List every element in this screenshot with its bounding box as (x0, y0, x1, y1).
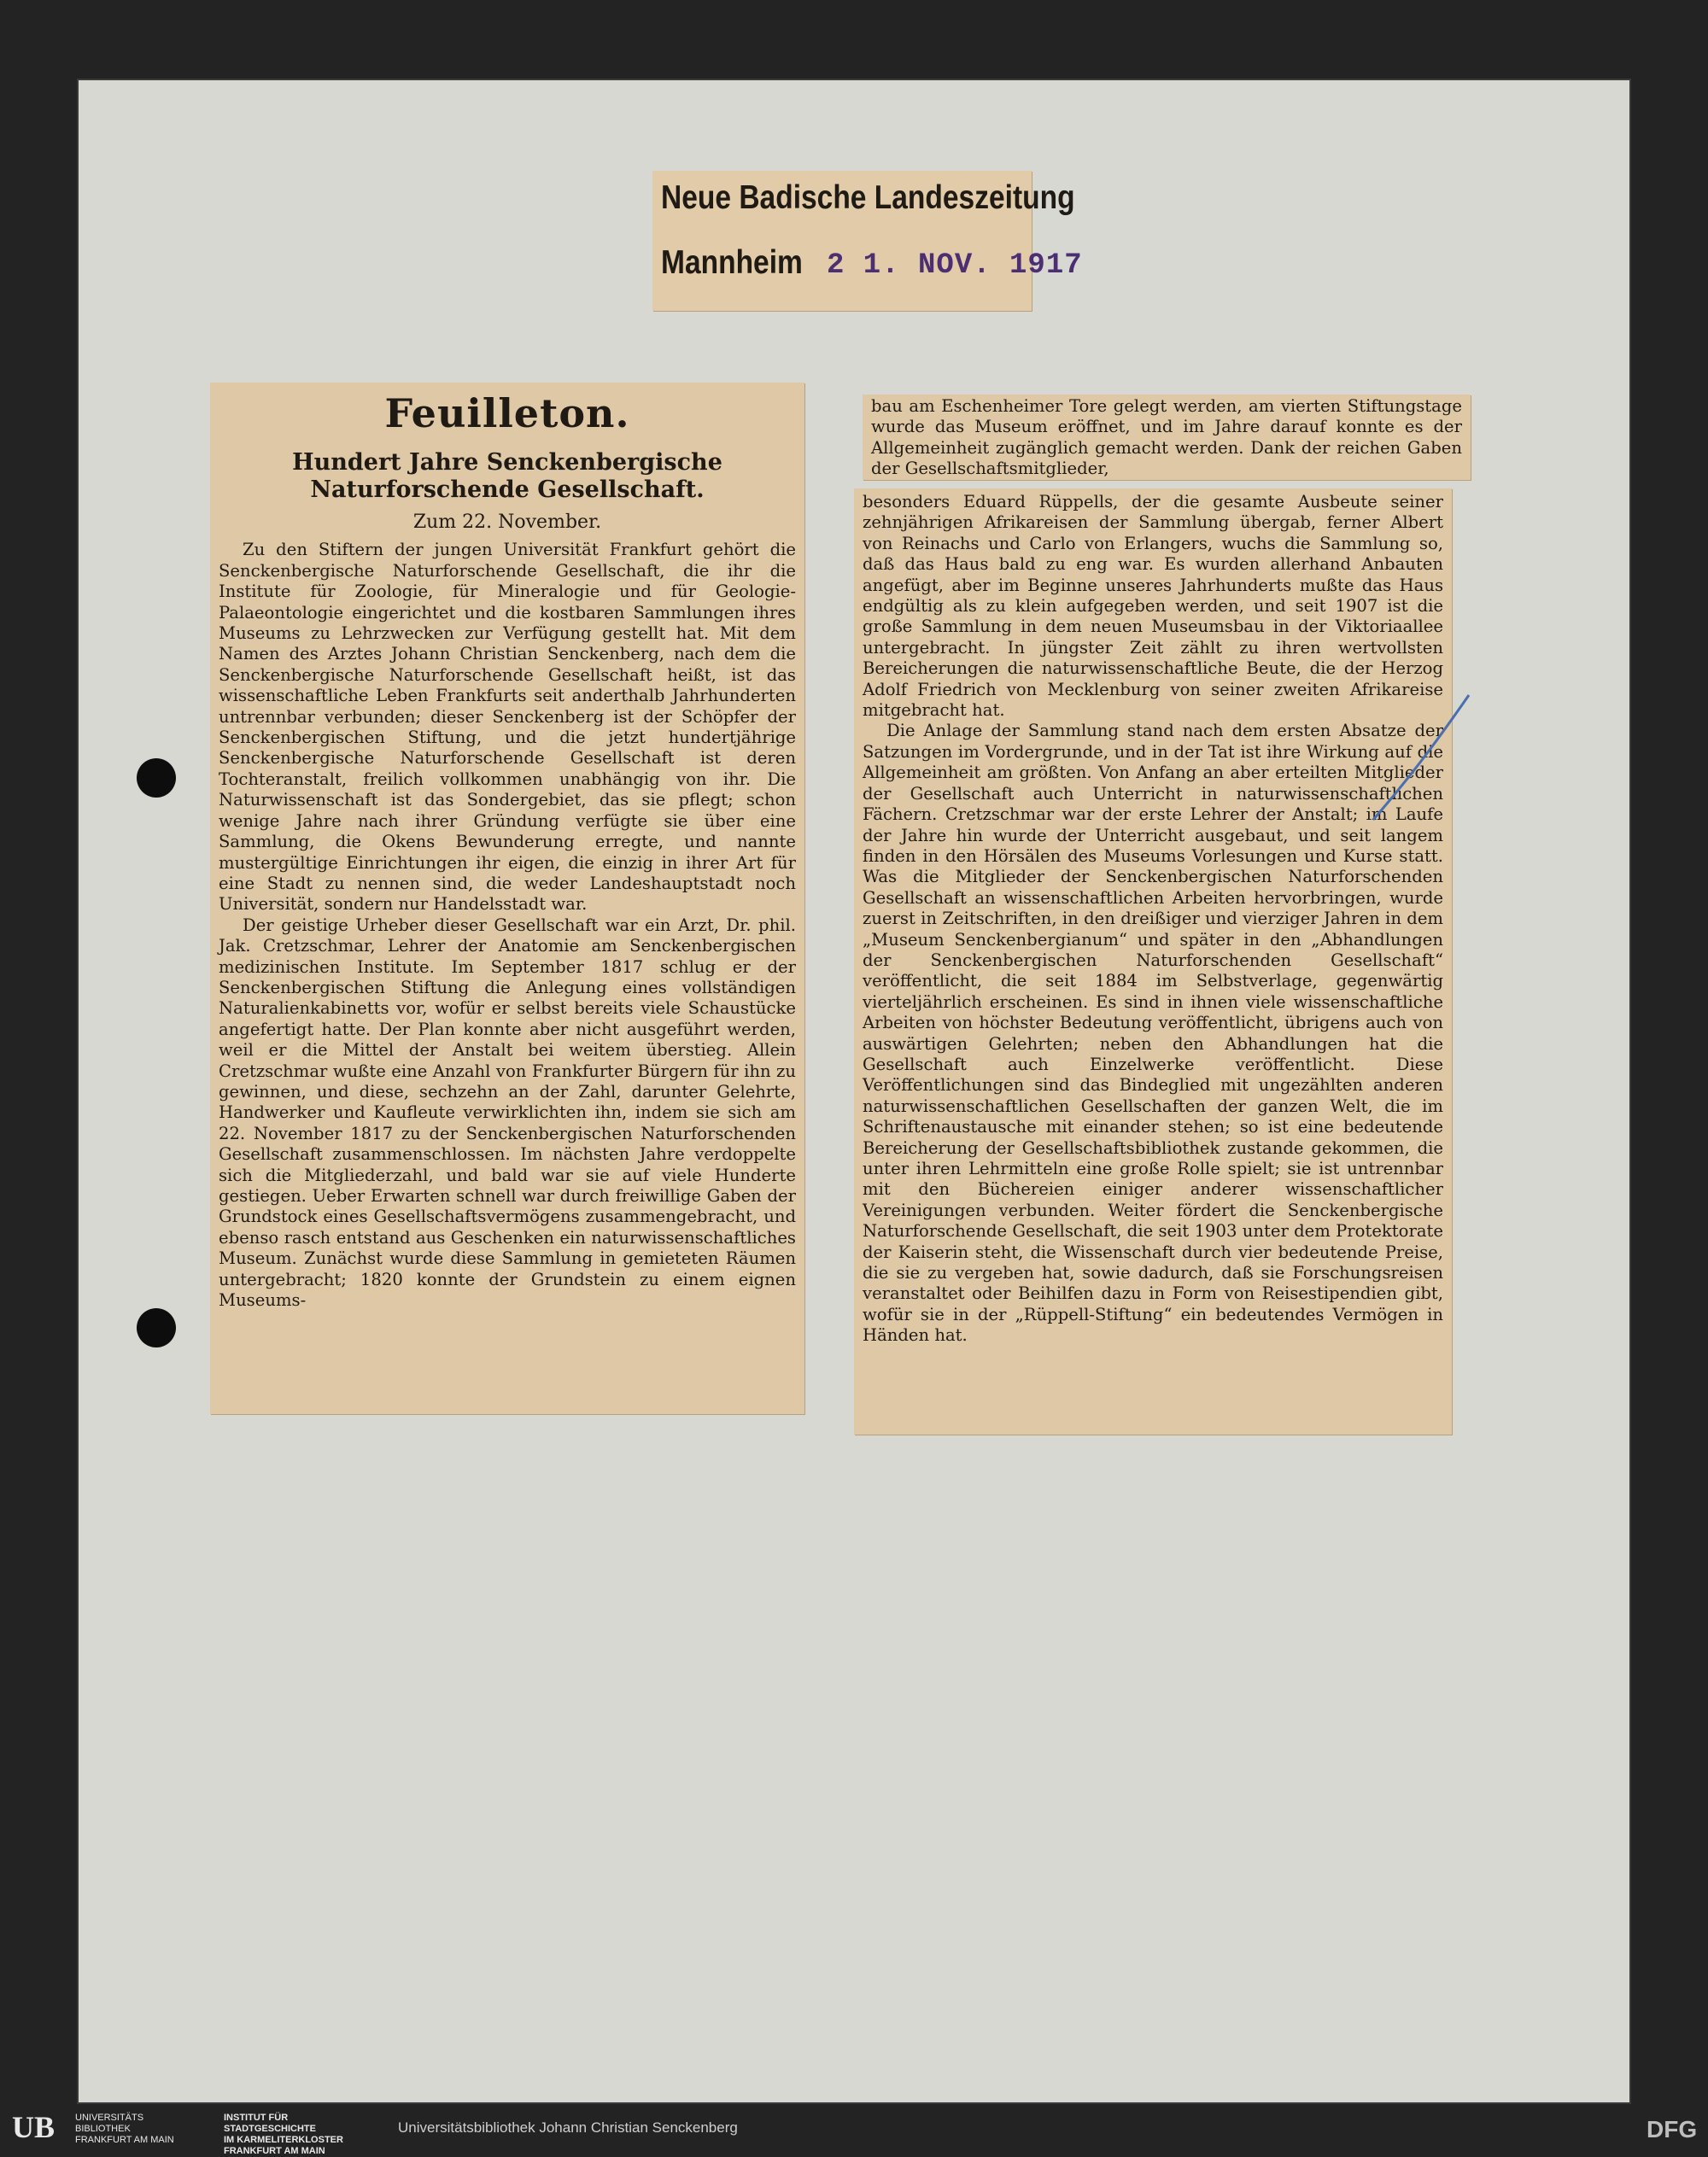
footer-bar (0, 2104, 1708, 2155)
library-name: Universitätsbibliothek Johann Christian Senckenberg (398, 2119, 738, 2136)
punch-hole-bottom (137, 1308, 176, 1347)
paragraph: Zu den Stiftern der jungen Universität Frankfurt gehört die Senckenbergische Naturforschende Gesellschaft, die ihr die Institute für Zoologie, für Mineralogie und für Geologie-Palaeontologie eingerichtet und die kostbaren Sammlungen ihres Museums zu Lehrzwecken zur Verfügung gestellt hat. Mit dem Namen des Arztes Johann Christian Senckenberg, nach dem die Senckenbergische Naturforschende Gesellschaft heißt, ist das wissenschaftliche Leben Frankfurts seit anderthalb Jahrhunderten untrennbar verbunden; dieser Senckenberg ist der Schöpfer der Senckenbergischen Stiftung, und die jetzt hundertjährige Senckenbergische Naturforschende Gesellschaft ist deren Tochteranstalt, freilich vollkommen unabhängig von ihr. Die Naturwissenschaft ist das Sondergebiet, das sie pflegt; schon wenige Jahre nach ihrer Gründung verfügte sie über eine Sammlung, die Okens Bewunderung erregte, und nannte mustergültige Einrichtungen ihr eigen, die einzig in ihrer Art für eine Stadt zu nennen sind, die weder Landeshauptstadt noch Universität, sondern nur Handelsstadt war. (219, 540, 796, 915)
ub-logo-text (75, 2113, 174, 2146)
dfg-logo: DFG (1647, 2116, 1698, 2142)
pencil-mark-icon (1366, 692, 1477, 828)
publication-city: Mannheim (661, 244, 803, 281)
date-stamp: 2 1. NOV. 1917 (827, 249, 1083, 282)
paragraph: Die Anlage der Sammlung stand nach dem ersten Absatze der Satzungen im Vordergrunde, und in der Tat ist ihre Wirkung auf die Allgemeinheit am größten. Von Anfang an aber erteilten Mitglieder der Gesellschaft auch Unterricht in naturwissenschaftlichen Fächern. Cretzschmar war der erste Lehrer der Anstalt; im Laufe der Jahre hin wurde der Unterricht ausgebaut, und seit langem finden in den Hörsälen des Museums Vorlesungen und Kurse statt. Was die Mitglieder der Senckenbergischen Naturforschenden Gesellschaft an wissenschaftlichen Arbeiten hervorbringen, wurde zuerst in Zeitschriften, in den dreißiger und vierziger Jahren in dem „Museum Senckenbergianum“ und später in den „Abhandlungen der Senckenbergischen Naturforschenden Gesellschaft“ veröffentlicht, die seit 1884 im Selbstverlage, gegenwärtig vierteljährlich erscheinen. Es sind in ihnen viele wissenschaftliche Arbeiten von höchster Bedeutung veröffentlicht, übrigens auch von auswärtigen Gelehrten; neben den Abhandlungen hat die Gesellschaft auch Einzelwerke veröffentlicht. Diese Veröffentlichungen sind das Bindeglied mit ungezählten anderen naturwissenschaftlichen Gesellschaften der ganzen Welt, die im Schriftenaustausche mit einander stehen; so ist eine bedeutende Bereicherung der Gesellschaftsbibliothek zustande gekommen, die unter ihren Lehrmitteln eine große Rolle spielt; sie ist untrennbar mit den Büchereien einiger anderer wissenschaftlicher Vereinigungen verbunden. Weiter fördert die Senckenbergische Naturforschende Gesellschaft, die seit 1903 unter dem Protektorate der Kaiserin steht, die Wissenschaft durch vier bedeutende Preise, die sie zu vergeben hat, sowie dadurch, daß sie Forschungsreisen veranstaltet oder Beihilfen dazu in Form von Reisestipendien gibt, wofür sie in der „Rüppell-Stiftung“ ein bedeutendes Vermögen in Händen hat. (863, 721, 1443, 1346)
ub-text-line: FRANKFURT AM MAIN (75, 2135, 174, 2145)
article-dateline: Zum 22. November. (412, 511, 602, 533)
punch-hole-top (137, 758, 176, 798)
ub-text-line: BIBLIOTHEK (75, 2124, 131, 2134)
article-clipping-right-main (854, 488, 1452, 1435)
publication-name: Neue Badische Landeszeitung (661, 179, 1075, 216)
paragraph: Der geistige Urheber dieser Gesellschaft war ein Arzt, Dr. phil. Jak. Cretzschmar, Lehrer der Anatomie am Senckenbergischen medizinischen Institute. Im September 1817 schlug er der Senckenbergischen Stiftung die Anlegung eines vollständigen Naturalienkabinetts vor, wofür er selbst bereits viele Schaustücke angefertigt hatte. Der Plan konnte aber nicht ausgeführt werden, weil er die Mittel der Anstalt bei weitem überstieg. Allein Cretzschmar wußte eine Anzahl von Frankfurter Bürgern für ihn zu gewinnen, und diese, sechzehn an der Zahl, darunter Gelehrte, Handwerker und Kaufleute verwirklichten ihn, indem sie sich am 22. November 1817 zu der Senckenbergischen Naturforschenden Gesellschaft zusammenschlossen. Im nächsten Jahre verdoppelte sich die Mitgliederzahl, und bald war sie auf viele Hunderte gestiegen. Ueber Erwarten schnell war durch freiwillige Gaben der Grundstock eines Gesellschaftsvermögens zusammengebracht, und ebenso rasch entstand aus Geschenken ein naturwissenschaftliches Museum. Zunächst wurde diese Sammlung in gemieteten Räumen untergebracht; 1820 konnte der Grundstein zu einem eignen Museums- (219, 915, 796, 1311)
masthead-clipping (652, 171, 1083, 311)
inst-text-line: STADTGESCHICHTE (224, 2124, 316, 2134)
inst-text-line: INSTITUT FÜR (224, 2113, 289, 2123)
article-clipping-right-top (863, 395, 1471, 480)
ub-text-line: UNIVERSITÄTS (75, 2113, 144, 2123)
inst-text-line: FRANKFURT AM MAIN (224, 2146, 325, 2156)
article-clipping-left (210, 383, 804, 1414)
paragraph: bau am Eschenheimer Tore gelegt werden, am vierten Stiftungstage wurde das Museum eröffnet, und im Jahre darauf konnte es der Allgemeinheit zugänglich gemacht werden. Dank der reichen Gaben der Gesellschaftsmitglieder, (871, 396, 1462, 479)
article-title: Hundert Jahre Senckenbergische Naturforschende Gesellschaft. (292, 449, 722, 503)
ub-logo: UB (12, 2110, 56, 2144)
institute-logo-text (224, 2113, 343, 2157)
inst-text-line: IM KARMELITERKLOSTER (224, 2135, 343, 2145)
section-heading: Feuilleton. (384, 390, 630, 436)
paragraph: besonders Eduard Rüppells, der die gesamte Ausbeute seiner zehnjährigen Afrikareisen der Sammlung übergab, ferner Albert von Reinachs und Carlo von Erlangers, wuchs die Sammlung so, daß das Haus bald zu eng war. Es wurden allerhand Anbauten angefügt, aber im Beginne unseres Jahrhunderts mußte das Haus endgültig als zu klein aufgegeben werden, und seit 1907 ist die große Sammlung in dem neuen Museumsbau in der Viktoriaallee untergebracht. In jüngster Zeit zählt zu ihren wertvollsten Bereicherungen die naturwissenschaftliche Beute, die der Herzog Adolf Friedrich von Mecklenburg von seiner zweiten Afrikareise mitgebracht hat. (863, 492, 1443, 721)
